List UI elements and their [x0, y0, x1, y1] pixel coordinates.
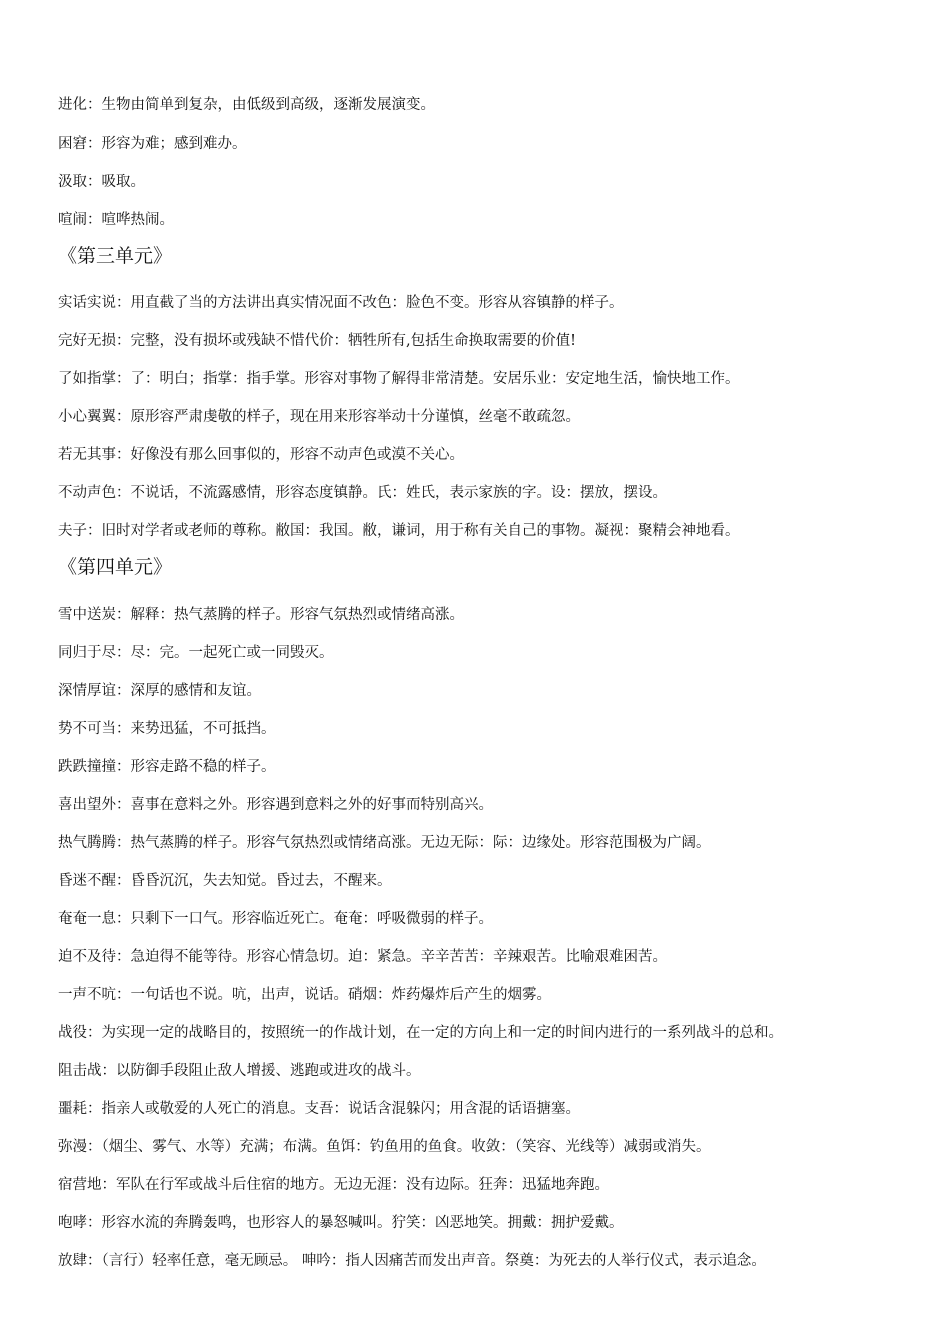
vocab-line: 汲取：吸取。 [58, 174, 145, 190]
vocab-line: 放肆：（言行）轻率任意，毫无顾忌。 呻吟：指人因痛苦而发出声音。祭奠：为死去的人举行仪式，表示追念。 [58, 1253, 766, 1269]
vocab-line: 雪中送炭：解释：热气蒸腾的样子。形容气氛热烈或情绪高涨。 [58, 607, 464, 623]
vocab-line: 若无其事：好像没有那么回事似的，形容不动声色或漠不关心。 [58, 447, 464, 463]
vocab-line: 不动声色：不说话，不流露感情，形容态度镇静。氏：姓氏，表示家族的字。设：摆放，摆设。 [58, 485, 667, 501]
vocab-line: 同归于尽：尽：完。一起死亡或一同毁灭。 [58, 645, 334, 661]
vocab-line: 势不可当：来势迅猛，不可抵挡。 [58, 721, 276, 737]
vocab-line: 噩耗：指亲人或敬爱的人死亡的消息。支吾：说话含混躲闪；用含混的话语搪塞。 [58, 1101, 580, 1117]
vocab-line: 战役：为实现一定的战略目的，按照统一的作战计划，在一定的方向上和一定的时间内进行的一系列战斗的总和。 [58, 1025, 783, 1041]
vocab-line: 夫子：旧时对学者或老师的尊称。敝国：我国。敝，谦词，用于称有关自己的事物。凝视：聚精会神地看。 [58, 523, 740, 539]
vocab-line: 了如指掌：了：明白；指掌：指手掌。形容对事物了解得非常清楚。安居乐业：安定地生活，愉快地工作。 [58, 371, 740, 387]
section-heading-unit-3: 《第三单元》 [58, 245, 173, 267]
vocab-line: 喜出望外：喜事在意料之外。形容遇到意料之外的好事而特别高兴。 [58, 797, 493, 813]
vocab-line: 困窘：形容为难；感到难办。 [58, 136, 247, 152]
vocab-line: 咆哮：形容水流的奔腾轰鸣，也形容人的暴怒喊叫。狞笑：凶恶地笑。拥戴：拥护爱戴。 [58, 1215, 624, 1231]
vocab-line: 完好无损：完整，没有损坏或残缺不惜代价：牺牲所有,包括生命换取需要的价值! [58, 333, 576, 349]
vocab-line: 热气腾腾：热气蒸腾的样子。形容气氛热烈或情绪高涨。无边无际：际：边缘处。形容范围极为广阔。 [58, 835, 711, 851]
vocab-line: 弥漫：（烟尘、雾气、水等）充满；布满。鱼饵：钓鱼用的鱼食。收敛：（笑容、光线等）减弱或消失。 [58, 1139, 711, 1155]
vocab-line: 奄奄一息：只剩下一口气。形容临近死亡。奄奄：呼吸微弱的样子。 [58, 911, 493, 927]
vocab-line: 进化：生物由简单到复杂，由低级到高级，逐渐发展演变。 [58, 97, 435, 113]
section-heading-unit-4: 《第四单元》 [58, 556, 173, 578]
vocab-line: 小心翼翼：原形容严肃虔敬的样子，现在用来形容举动十分谨慎，丝毫不敢疏忽。 [58, 409, 580, 425]
vocab-line: 实话实说：用直截了当的方法讲出真实情况面不改色：脸色不变。形容从容镇静的样子。 [58, 295, 624, 311]
vocab-line: 迫不及待：急迫得不能等待。形容心情急切。迫：紧急。辛辛苦苦：辛辣艰苦。比喻艰难困苦。 [58, 949, 667, 965]
vocab-line: 跌跌撞撞：形容走路不稳的样子。 [58, 759, 276, 775]
vocab-line: 喧闹：喧哗热闹。 [58, 212, 174, 228]
vocab-line: 深情厚谊：深厚的感情和友谊。 [58, 683, 261, 699]
vocab-line: 昏迷不醒：昏昏沉沉，失去知觉。昏过去，不醒来。 [58, 873, 392, 889]
vocab-line: 一声不吭：一句话也不说。吭，出声，说话。硝烟：炸药爆炸后产生的烟雾。 [58, 987, 551, 1003]
vocab-line: 宿营地：军队在行军或战斗后住宿的地方。无边无涯：没有边际。狂奔：迅猛地奔跑。 [58, 1177, 609, 1193]
vocab-line: 阻击战：以防御手段阻止敌人增援、逃跑或进攻的战斗。 [58, 1063, 421, 1079]
